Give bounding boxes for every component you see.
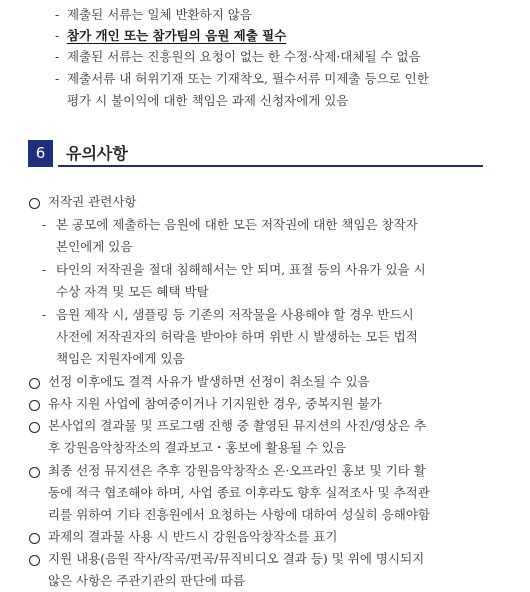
item-cooperation-cont: 리를 위하여 기타 진흥원에서 요청하는 사항에 대하여 성실히 응해야함: [48, 507, 430, 522]
dash-marker: -: [42, 217, 47, 232]
section-title: 유의사항: [66, 144, 128, 163]
circle-bullet-icon: [29, 400, 40, 411]
item-selection-cancel: 선정 이후에도 결격 사유가 발생하면 선정이 취소될 수 있음: [48, 374, 370, 389]
dash-marker: -: [42, 307, 47, 322]
item-cooperation-cont: 동에 적극 협조해야 하며, 사업 종료 이후라도 향후 실적조사 및 추적관: [48, 485, 430, 500]
notice-line-returned-docs: 제출된 서류는 일체 반환하지 않음: [67, 7, 252, 22]
dash-marker: -: [55, 49, 60, 64]
item-final-judgement-cont: 않은 사항은 주관기관의 판단에 따름: [48, 573, 246, 588]
item-final-judgement: 지원 내용(음원 작사/작곡/편곡/뮤직비디오 결과 등) 및 위에 명시되지: [48, 551, 425, 566]
item-copyright-line: 수상 자격 및 모든 혜택 박탈: [56, 284, 209, 299]
circle-bullet-icon: [29, 555, 40, 566]
item-media-usage: 본사업의 결과물 및 프로그램 진행 중 촬영된 뮤지션의 사진/영상은 추: [48, 418, 427, 433]
notice-line-audio-required: 참가 개인 또는 참가팀의 음원 제출 필수: [67, 28, 287, 43]
dash-marker: -: [55, 71, 60, 86]
item-media-usage-cont: 후 강원음악창작소의 결과보고・홍보에 활용될 수 있음: [48, 440, 347, 455]
dash-marker: -: [55, 28, 60, 43]
circle-bullet-icon: [29, 467, 40, 478]
item-copyright-line: 책임은 지원자에게 있음: [56, 351, 185, 366]
notice-line-false-info: 제출서류 내 허위기재 또는 기재착오, 필수서류 미제출 등으로 인한: [67, 71, 429, 86]
notice-line-false-info-cont: 평가 시 불이익에 대한 책임은 과제 신청자에게 있음: [67, 93, 349, 108]
dash-marker: -: [55, 7, 60, 22]
circle-bullet-icon: [29, 422, 40, 433]
item-copyright-line: 타인의 저작권을 절대 침해해서는 안 되며, 표절 등의 사유가 있을 시: [56, 262, 426, 277]
item-copyright-line: 본인에게 있음: [56, 239, 133, 254]
item-copyright-heading: 저작권 관련사항: [48, 194, 137, 209]
dash-marker: -: [42, 262, 47, 277]
item-copyright-line: 본 공모에 제출하는 음원에 대한 모든 저작권에 대한 책임은 창작자: [56, 217, 418, 232]
item-credit-label: 과제의 결과물 사용 시 반드시 강원음악창작소를 표기: [48, 529, 338, 544]
circle-bullet-icon: [29, 533, 40, 544]
circle-bullet-icon: [29, 378, 40, 389]
item-copyright-line: 사전에 저작권자의 허락을 받아야 하며 위반 시 발생하는 모든 법적: [56, 329, 418, 344]
section-rule: [58, 165, 483, 167]
item-duplicate-support: 유사 지원 사업에 참여중이거나 기지원한 경우, 중복지원 불가: [48, 396, 382, 411]
notice-line-no-modification: 제출된 서류는 진흥원의 요청이 없는 한 수정·삭제·대체될 수 없음: [67, 49, 421, 64]
section-header: [28, 140, 483, 167]
item-cooperation: 최종 선정 뮤지션은 추후 강원음악창작소 온·오프라인 홍보 및 기타 활: [48, 463, 426, 478]
circle-bullet-icon: [29, 198, 40, 209]
section-number-badge: 6: [28, 140, 53, 167]
item-copyright-line: 음원 제작 시, 샘플링 등 기존의 저작물을 사용해야 할 경우 반드시: [56, 307, 414, 322]
